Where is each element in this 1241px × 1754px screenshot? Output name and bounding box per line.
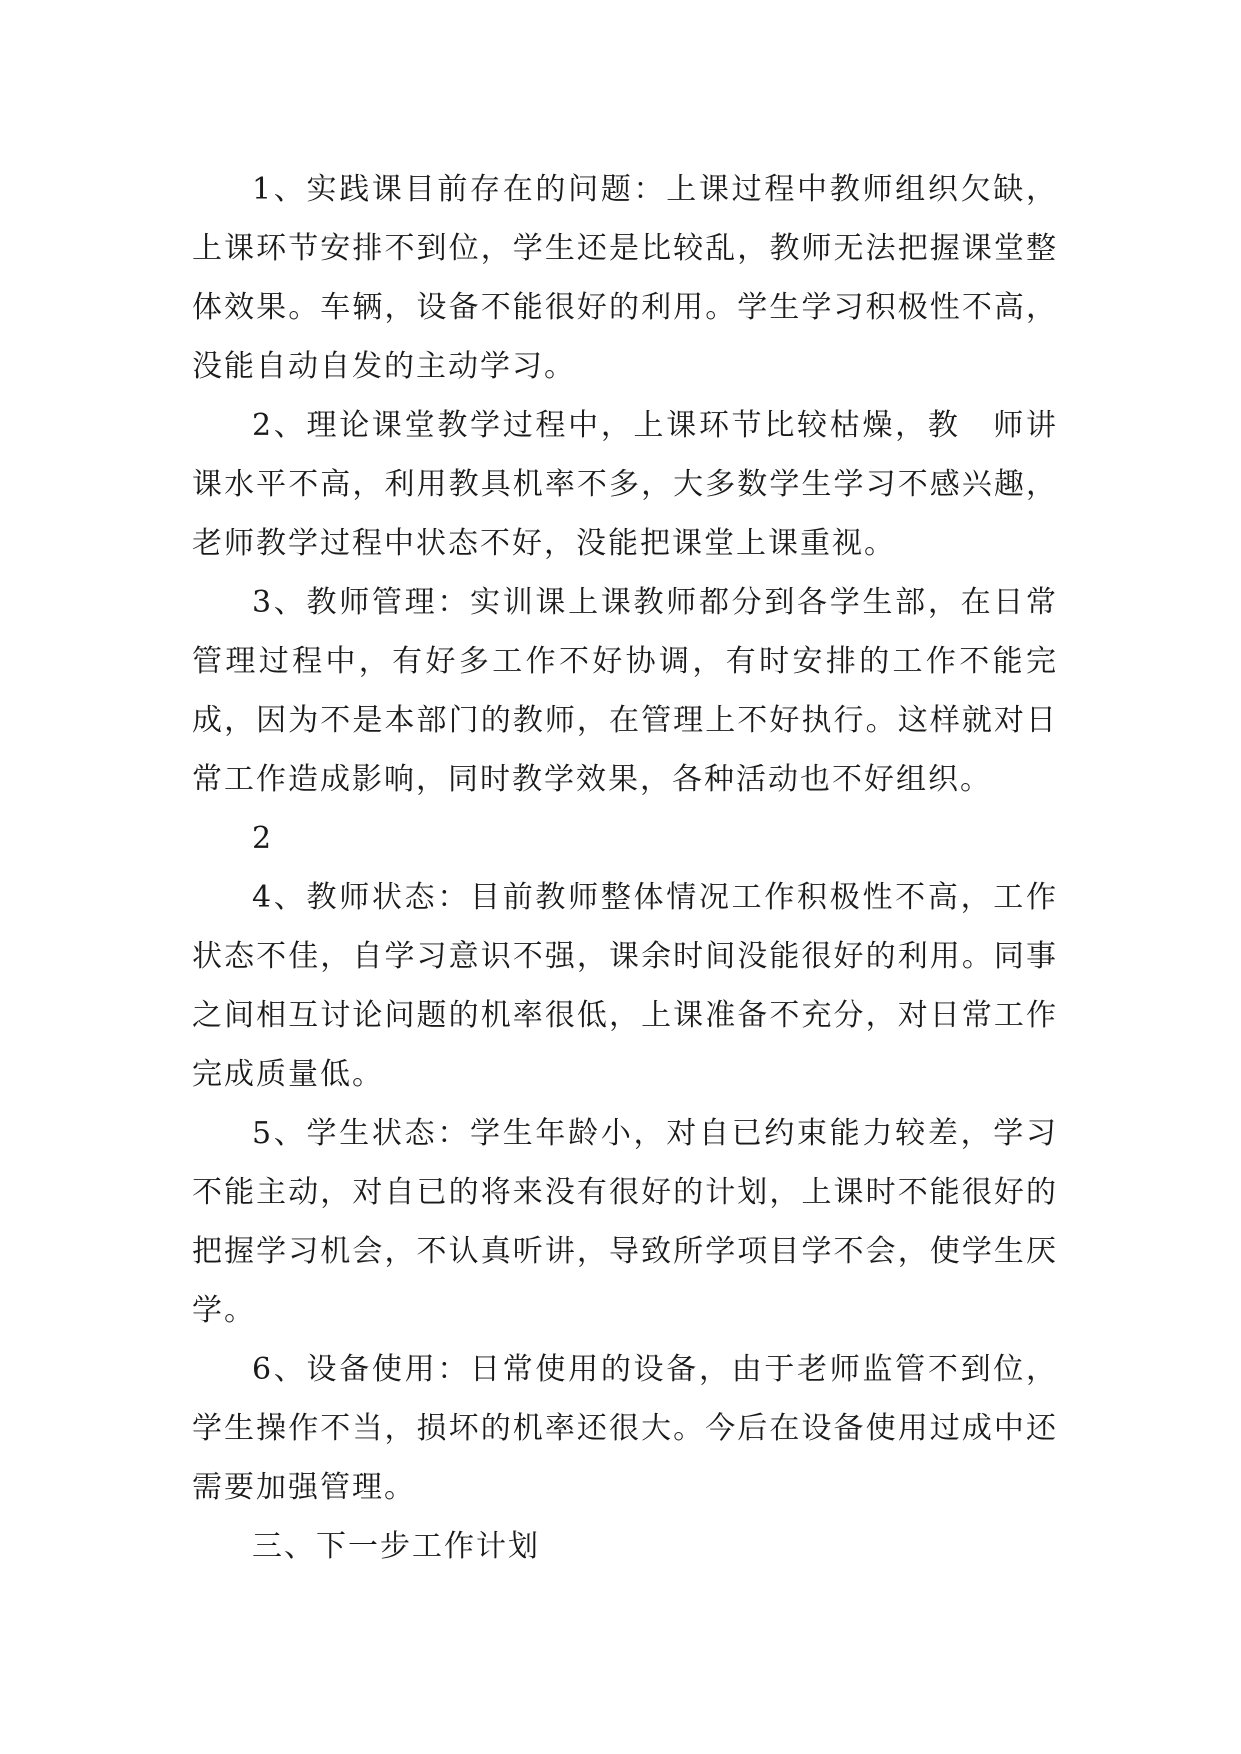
page-number: 2 — [252, 821, 274, 856]
paragraph-theory-issues: 2、理论课堂教学过程中，上课环节比较枯燥，教 师讲课水平不高，利用教具机率不多，大多数学生学习不感兴趣，老师教学过程中状态不好，没能把课堂上课重视。 — [192, 408, 1058, 561]
section-heading-next-plan: 三、下一步工作计划 — [252, 1529, 540, 1564]
paragraph-teacher-status: 4、教师状态：目前教师整体情况工作积极性不高，工作状态不佳，自学习意识不强，课余时间没能很好的利用。同事之间相互讨论问题的机率很低，上课准备不充分，对日常工作完成质量低。 — [192, 880, 1058, 1092]
paragraph-student-status: 5、学生状态：学生年龄小，对自已约束能力较差，学习不能主动，对自已的将来没有很好的计划，上课时不能很好的把握学习机会，不认真听讲，导致所学项目学不会，使学生厌学。 — [192, 1116, 1058, 1328]
paragraph-practice-issues: 1、实践课目前存在的问题：上课过程中教师组织欠缺，上课环节安排不到位，学生还是比较乱，教师无法把握课堂整体效果。车辆，设备不能很好的利用。学生学习积极性不高，没能自动自发的主动学习。 — [192, 172, 1058, 384]
paragraph-equipment-use: 6、设备使用：日常使用的设备，由于老师监管不到位，学生操作不当，损坏的机率还很大。今后在设备使用过成中还需要加强管理。 — [192, 1352, 1058, 1505]
paragraph-teacher-management: 3、教师管理：实训课上课教师都分到各学生部，在日常管理过程中，有好多工作不好协调，有时安排的工作不能完成，因为不是本部门的教师，在管理上不好执行。这样就对日常工作造成影响，同时教学效果，各种活动也不好组织。 — [192, 585, 1058, 797]
document-body — [192, 160, 1058, 1576]
